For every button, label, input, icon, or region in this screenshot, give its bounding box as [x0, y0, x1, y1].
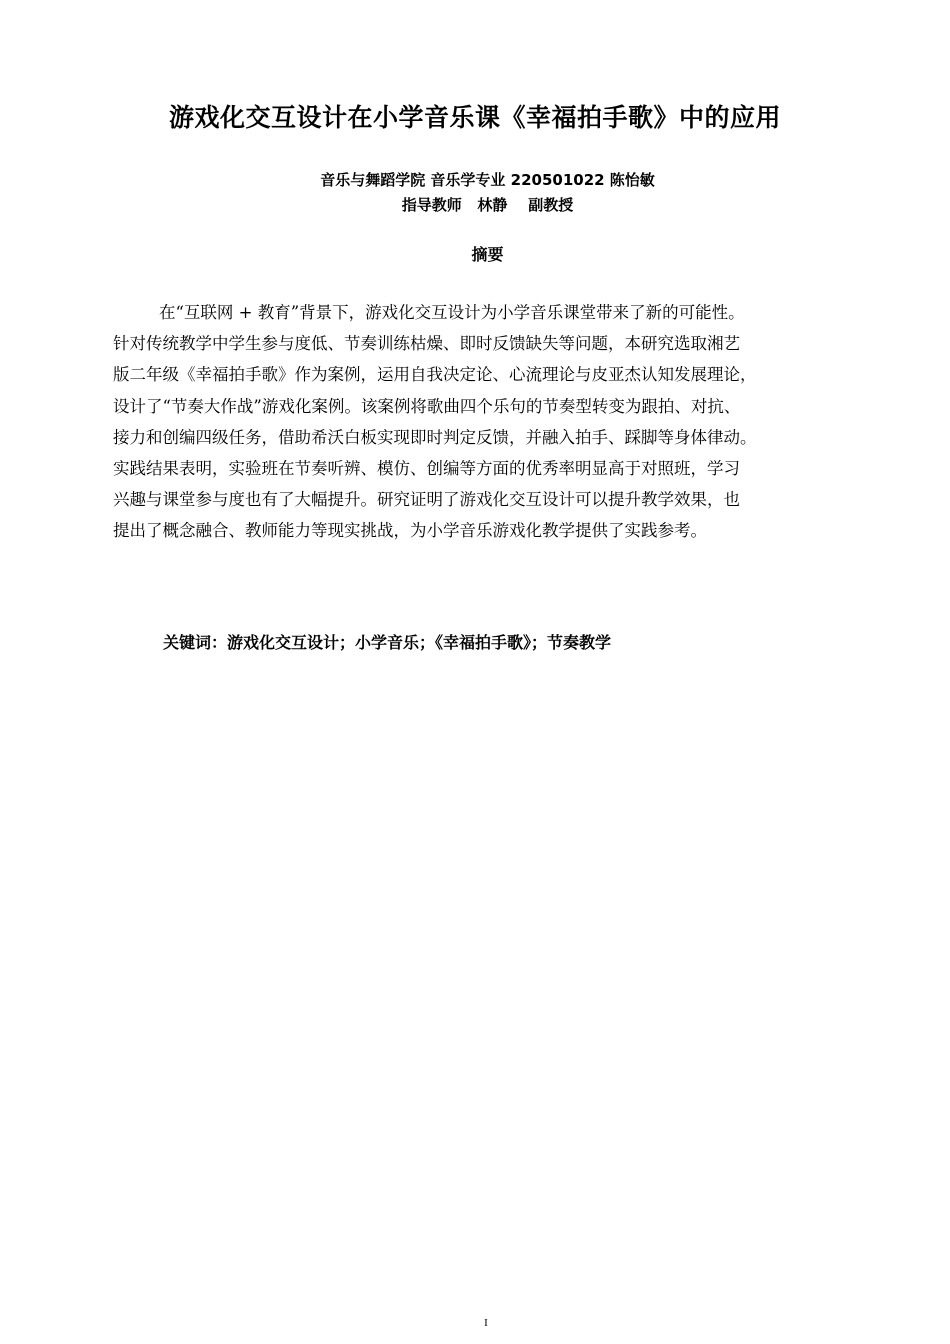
abstract-line: 在“互联网 + 教育”背景下，游戏化交互设计为小学音乐课堂带来了新的可能性。 [159, 303, 745, 322]
author-info: 音乐与舞蹈学院 音乐学专业 220501022 陈怡敏 [320, 171, 655, 189]
paper-title: 游戏化交互设计在小学音乐课《幸福拍手歌》中的应用 [168, 103, 781, 132]
abstract-line: 针对传统教学中学生参与度低、节奏训练枯燥、即时反馈缺失等问题，本研究选取湘艺 [113, 334, 740, 354]
abstract-line: 设计了“节奏大作战”游戏化案例。该案例将歌曲四个乐句的节奏型转变为跟拍、对抗、 [113, 396, 741, 416]
abstract-body [113, 297, 877, 547]
abstract-line: 接力和创编四级任务，借助希沃白板实现即时判定反馈，并融入拍手、踩脚等身体律动。 [113, 427, 757, 447]
abstract-line: 提出了概念融合、教师能力等现实挑战，为小学音乐游戏化教学提供了实践参考。 [113, 521, 707, 541]
abstract-line: 版二年级《幸福拍手歌》作为案例，运用自我决定论、心流理论与皮亚杰认知发展理论， [113, 365, 757, 385]
abstract-line: 兴趣与课堂参与度也有了大幅提升。研究证明了游戏化交互设计可以提升教学效果，也 [113, 490, 740, 510]
advisor-info: 指导教师 林静 副教授 [401, 196, 574, 214]
abstract-line: 实践结果表明，实验班在节奏听辨、模仿、创编等方面的优秀率明显高于对照班，学习 [113, 458, 740, 478]
abstract-heading: 摘要 [471, 245, 504, 264]
page-number: I [484, 1317, 488, 1329]
keywords: 关键词：游戏化交互设计；小学音乐；《幸福拍手歌》；节奏教学 [163, 633, 612, 652]
